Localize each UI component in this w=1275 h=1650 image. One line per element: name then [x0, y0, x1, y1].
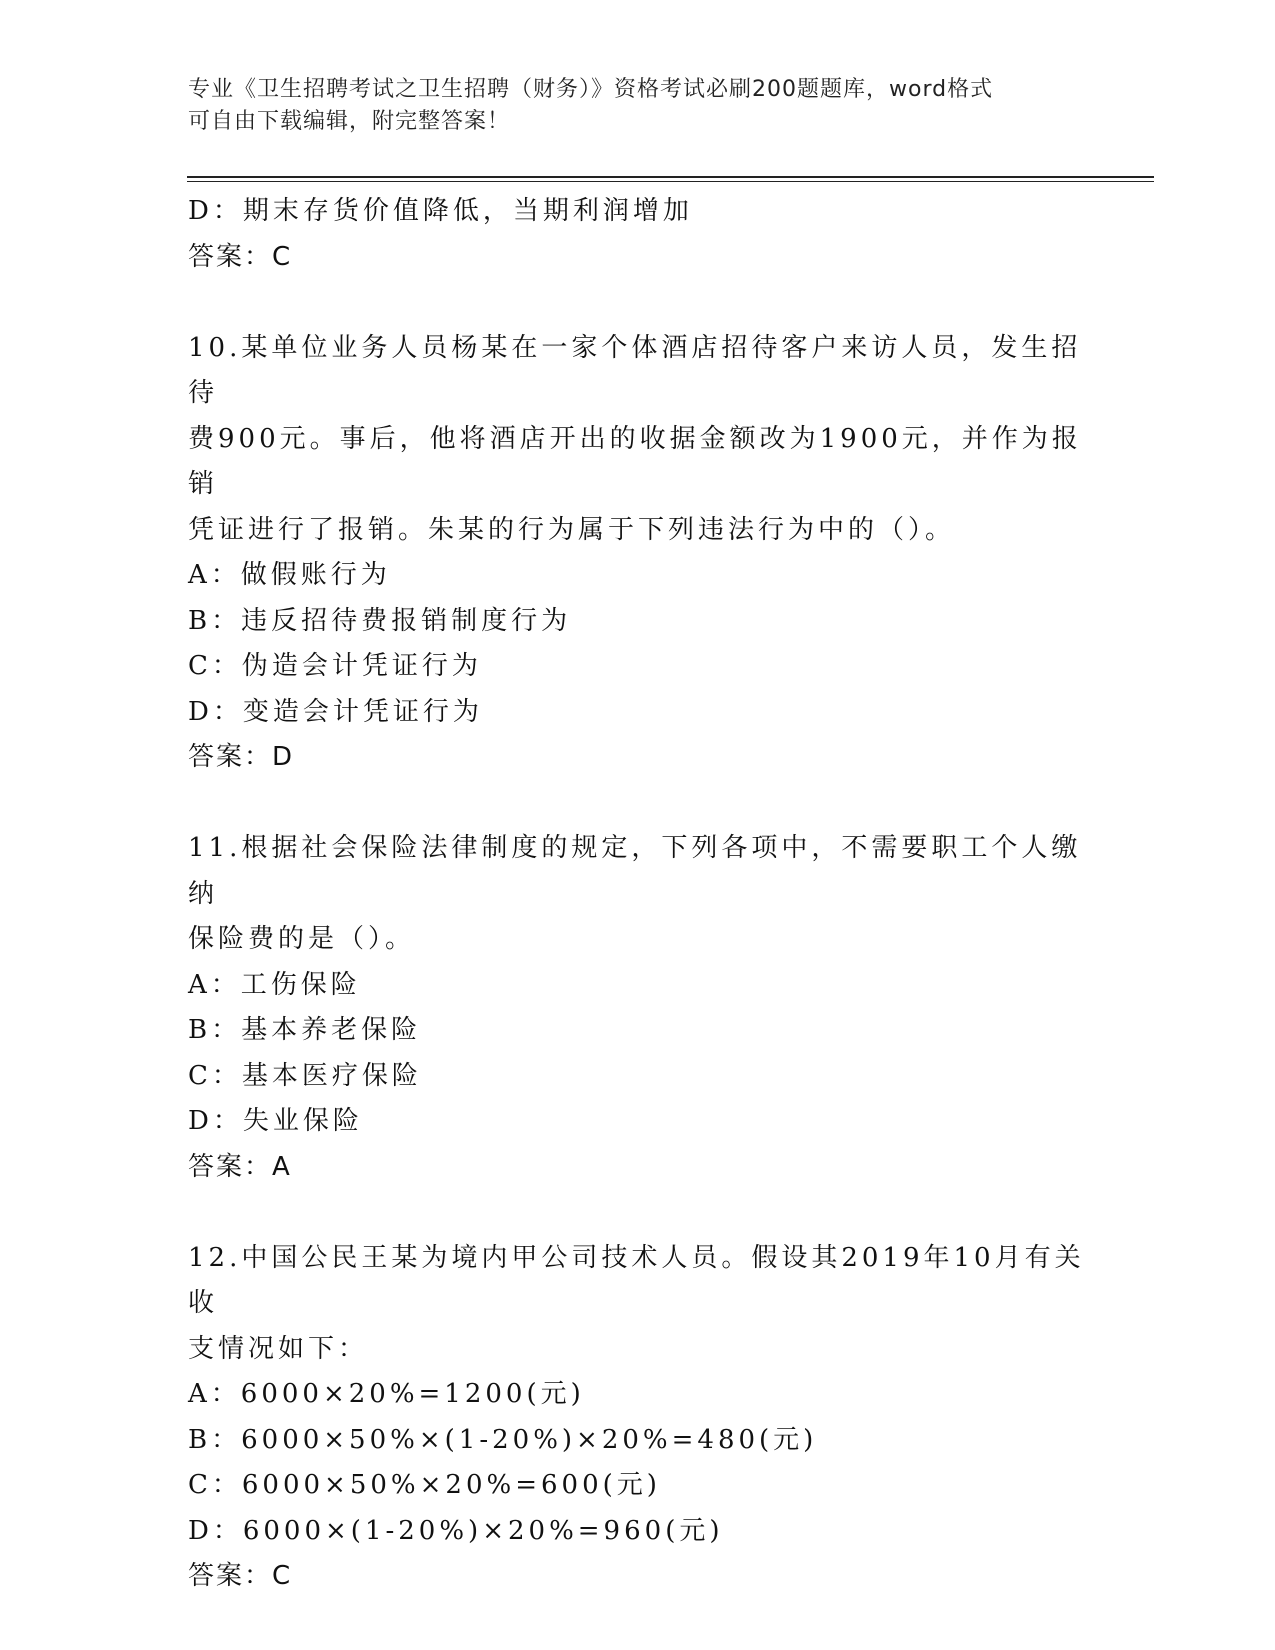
question-11-line-2: 保险费的是（）。 — [188, 924, 416, 954]
header-line-2: 可自由下载编辑，附完整答案！ — [188, 109, 511, 134]
question-10-answer: 答案：D — [188, 742, 295, 772]
question-11 — [188, 826, 1088, 1190]
question-11-option-c: C：基本医疗保险 — [188, 1060, 422, 1091]
question-11-answer: 答案：A — [188, 1151, 292, 1182]
spacer — [188, 280, 1088, 326]
header-line-1: 专业《卫生招聘考试之卫生招聘（财务）》资格考试必刷200题题库，word格式 — [188, 77, 994, 102]
question-10-option-a: A：做假账行为 — [188, 560, 391, 590]
prev-option-d: D：期末存货价值降低，当期利润增加 — [188, 196, 693, 226]
prev-answer: 答案：C — [188, 241, 293, 272]
spacer — [188, 1190, 1088, 1236]
document-header — [188, 74, 1088, 138]
question-12-option-a: A：6000×20%=1200(元) — [188, 1379, 585, 1409]
question-10-option-d: D：变造会计凭证行为 — [188, 696, 483, 727]
document-body — [188, 189, 1088, 1600]
spacer — [188, 781, 1088, 827]
question-10 — [188, 326, 1088, 781]
question-10-line-3: 凭证进行了报销。朱某的行为属于下列违法行为中的（）。 — [188, 514, 956, 545]
question-12-option-d: D：6000×(1-20%)×20%=960(元) — [188, 1515, 724, 1546]
question-11-option-b: B：基本养老保险 — [188, 1015, 422, 1045]
question-12-line-1: 12.中国公民王某为境内甲公司技术人员。假设其2019年10月有关收 — [188, 1242, 1085, 1318]
question-11-option-a: A：工伤保险 — [188, 969, 361, 1000]
question-12 — [188, 1236, 1088, 1600]
question-12-option-b: B：6000×50%×(1-20%)×20%=480(元) — [188, 1424, 818, 1455]
question-12-option-c: C：6000×50%×20%=600(元) — [188, 1470, 661, 1500]
header-divider-thin — [187, 181, 1154, 182]
question-10-option-b: B：违反招待费报销制度行为 — [188, 605, 572, 636]
question-10-line-1: 10.某单位业务人员杨某在一家个体酒店招待客户来访人员，发生招待 — [188, 332, 1082, 408]
question-12-answer: 答案：C — [188, 1561, 293, 1591]
question-10-line-2: 费900元。事后，他将酒店开出的收据金额改为1900元，并作为报销 — [188, 423, 1082, 499]
question-11-line-1: 11.根据社会保险法律制度的规定，下列各项中，不需要职工个人缴纳 — [188, 833, 1082, 909]
question-11-option-d: D：失业保险 — [188, 1106, 363, 1136]
question-10-option-c: C：伪造会计凭证行为 — [188, 651, 482, 681]
header-divider-thick — [187, 176, 1154, 178]
question-12-line-2: 支情况如下： — [188, 1333, 369, 1364]
